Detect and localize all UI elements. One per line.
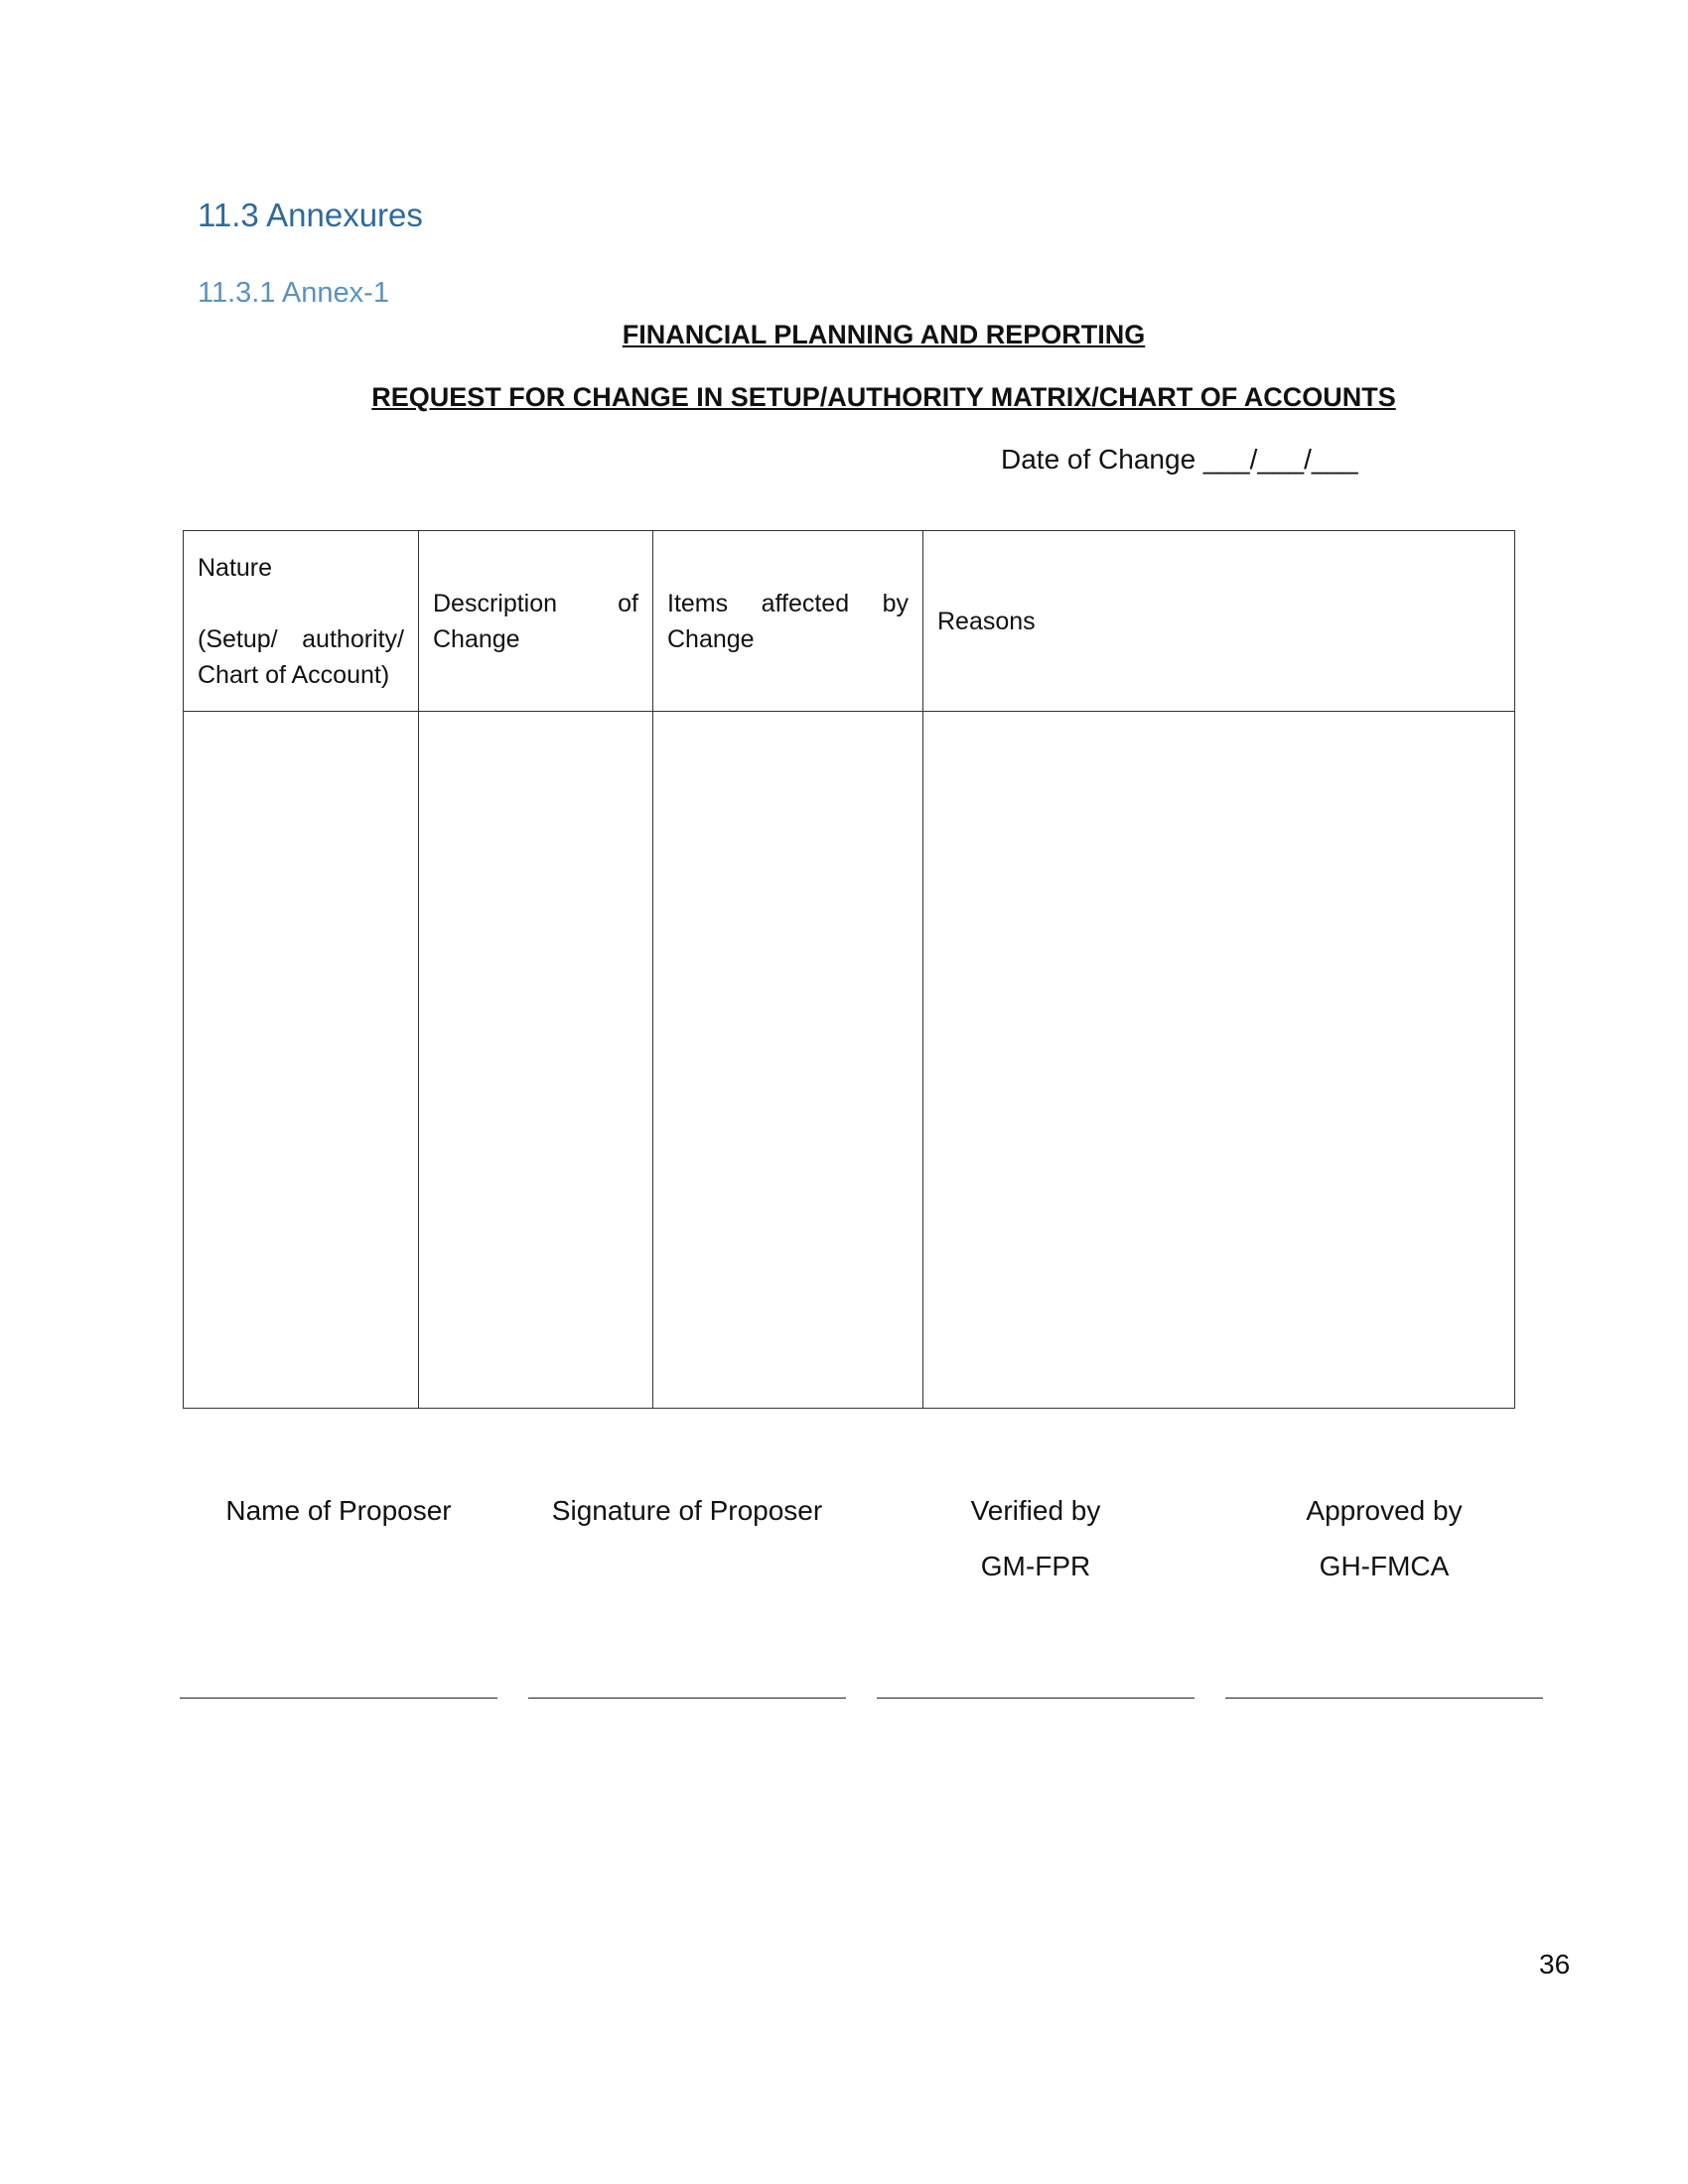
header-nature-line2-right: authority/	[302, 624, 404, 653]
header-items-line2: Change	[667, 624, 755, 653]
name-of-proposer-label: Name of Proposer	[225, 1495, 452, 1526]
entry-items-affected-cell[interactable]	[653, 712, 923, 1409]
header-reasons-label: Reasons	[937, 607, 1036, 635]
form-subtitle: REQUEST FOR CHANGE IN SETUP/AUTHORITY MATRIX/CHART OF ACCOUNTS	[371, 382, 1396, 412]
approved-by-role: GH-FMCA	[1319, 1551, 1450, 1581]
signature-of-proposer-label: Signature of Proposer	[551, 1495, 823, 1526]
header-nature-line2-left: (Setup/	[198, 624, 278, 653]
approved-by-line[interactable]	[1225, 1698, 1543, 1699]
header-nature	[184, 531, 419, 712]
header-items-word3: by	[882, 589, 909, 617]
signature-of-proposer-line[interactable]	[528, 1698, 846, 1699]
date-of-change-field: Date of Change ___/___/___	[1001, 444, 1358, 475]
table-header-row	[184, 531, 1515, 712]
entry-reasons-cell[interactable]	[923, 712, 1515, 1409]
header-items-affected	[653, 531, 923, 712]
header-items-word1: Items	[667, 589, 729, 617]
page-number: 36	[1539, 1949, 1571, 1979]
header-nature-line1: Nature	[198, 553, 273, 582]
entry-nature-cell[interactable]	[184, 712, 419, 1409]
name-of-proposer-line[interactable]	[180, 1698, 497, 1699]
header-items-word2: affected	[761, 589, 850, 617]
header-description-line2: Change	[433, 624, 520, 653]
verified-by-label: Verified by	[970, 1495, 1101, 1526]
header-reasons	[923, 531, 1515, 712]
verified-by-line[interactable]	[877, 1698, 1195, 1699]
change-request-table	[183, 530, 1515, 1409]
verified-by-role: GM-FPR	[980, 1551, 1091, 1581]
table-entry-row	[184, 712, 1515, 1409]
header-description-word2: of	[618, 589, 638, 617]
section-heading: 11.3 Annexures	[198, 197, 423, 233]
form-title: FINANCIAL PLANNING AND REPORTING	[622, 320, 1146, 349]
header-nature-line3: Chart of Account)	[198, 660, 390, 689]
header-description-word1: Description	[433, 589, 558, 617]
approved-by-label: Approved by	[1306, 1495, 1463, 1526]
subsection-heading: 11.3.1 Annex-1	[198, 277, 389, 309]
header-description	[419, 531, 653, 712]
entry-description-cell[interactable]	[419, 712, 653, 1409]
